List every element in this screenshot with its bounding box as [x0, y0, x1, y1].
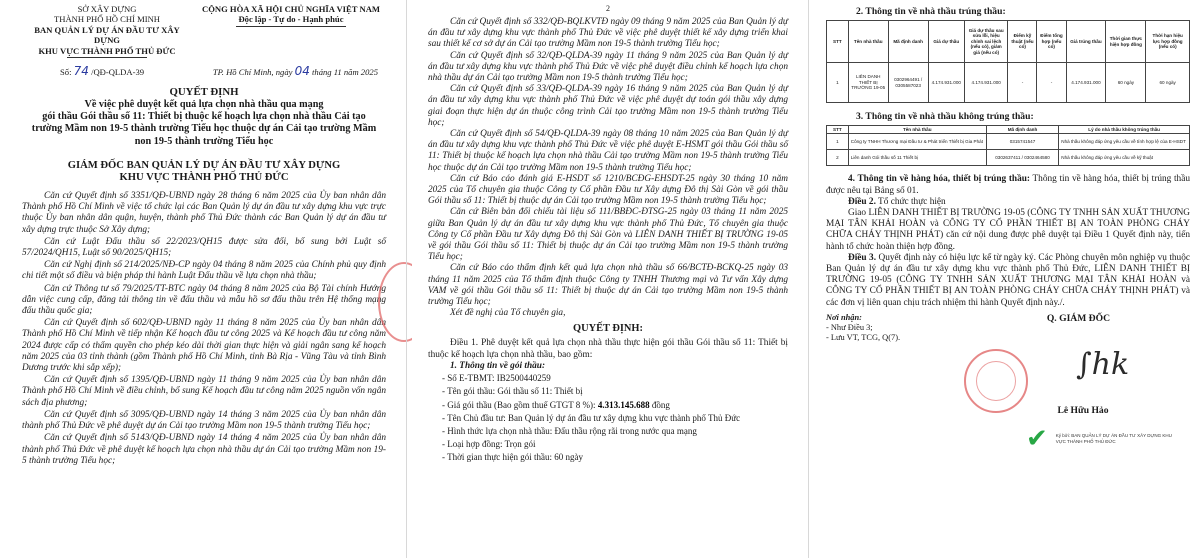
document-meta — [22, 64, 386, 78]
article-2: Điều 2. Tổ chức thực hiện — [848, 196, 946, 207]
signer-title: Q. GIÁM ĐỐC — [1046, 312, 1110, 324]
decision-heading: QUYẾT ĐỊNH: — [573, 323, 643, 335]
paragraph: Căn cứ Quyết định số 602/QĐ-UBND ngày 11 tháng 8 năm 2025 của Ủy ban nhân dân Thành phố Hồ Chí Minh về tiếp nhận Kế hoạch đầu tư công 2025 và Kế hoạch đầu tư công năm 2024 được cấp có thẩm quyền cho phép kéo dài thời gian thực hiện và giải ngân sang kế hoạch năm 2025 của 03 tỉnh thành (gồm Thành phố Hồ Chí Minh, tỉnh Bà Rịa - Vũng Tàu và tỉnh Bình Dương trước khi sắp xếp); — [22, 318, 386, 374]
issuer-line: KHU VỰC THÀNH PHỐ THỦ ĐỨC — [38, 45, 176, 56]
recipient-item: - Lưu VT, TCG, Q(7). — [826, 332, 901, 342]
section-4: 4. Thông tin về hàng hóa, thiết bị trúng thầu: Thông tin về hàng hóa, thiết bị trúng thầu được nêu tại Bảng số 01. — [826, 174, 1190, 196]
signature-block — [826, 343, 1190, 405]
table-cell: 4.174.931.000 — [964, 63, 1008, 103]
paragraph: Căn cứ Quyết định số 3095/QĐ-UBND ngày 14 tháng 3 năm 2025 của Ủy ban nhân dân thành phố Thủ Đức về phê duyệt dự án Cải tạo trường Mầm non 19-5 thành trường Tiểu học; — [22, 409, 386, 432]
page-2 — [412, 0, 802, 558]
list-item: - Hình thức lựa chọn nhà thầu: Đấu thầu rộng rãi trong nước qua mạng — [442, 425, 697, 436]
handwritten-day: 04 — [294, 64, 310, 79]
director-heading: GIÁM ĐỐC BAN QUẢN LÝ DỰ ÁN ĐẦU TƯ XÂY DỰNG KHU VỰC THÀNH PHỐ THỦ ĐỨC — [67, 159, 341, 184]
page-1 — [0, 0, 400, 558]
column-header: Thời hạn hiệu lực hợp đồng (nếu có) — [1146, 21, 1190, 63]
paragraph: Căn cứ Quyết định số 32/QĐ-QLDA-39 ngày 11 tháng 9 năm 2025 của Ban Quản lý dự án đầu tư xây dựng khu vực thành phố Thủ Đức về việc phê duyệt điều chỉnh kế hoạch lựa chọn nhà thầu dự án Cải tạo trường Mầm non 19-5 thành trường Tiểu học; — [428, 50, 788, 84]
table-cell: 60 ngày — [1106, 63, 1146, 103]
legal-basis — [22, 191, 386, 467]
table-cell: 0302964491 / 0305587023 — [888, 63, 928, 103]
losing-bidder-table — [826, 125, 1190, 166]
column-header: Lý do nhà thầu không trúng thầu — [1059, 126, 1190, 134]
document-subtitle: Về việc phê duyệt kết quả lựa chọn nhà thầu qua mạng gói thầu Gói thầu số 11: Thiết bị thuộc kế hoạch lựa chọn nhà thầu Cải tạo trường Mầm non 19-5 thành trường Tiểu học thuộc dự án Cải tạo trường Mầm non 19-5 thành trường Tiểu học — [31, 99, 377, 147]
column-header: Điểm tổng hợp (nếu có) — [1037, 21, 1066, 63]
list-item: - Loại hợp đồng: Trọn gói — [442, 439, 536, 450]
document-date: TP. Hồ Chí Minh, ngày 04 tháng 11 năm 2025 — [212, 64, 378, 79]
table-cell: 1 — [827, 134, 849, 150]
page-number: 2 — [606, 4, 610, 13]
page-divider — [406, 0, 407, 558]
table-cell: Nhà thầu không đáp ứng yêu cầu về kỹ thuật — [1059, 150, 1190, 166]
column-header: Giá trúng thầu — [1066, 21, 1106, 63]
package-info-list — [428, 372, 788, 464]
list-item: - Số E-TBMT: IB2500440259 — [442, 373, 551, 384]
page-3 — [812, 0, 1200, 558]
divider — [236, 26, 346, 27]
national-motto-block — [196, 4, 386, 58]
digital-signature-stamp — [1026, 423, 1190, 454]
issuer-line: SỞ XÂY DỰNG — [77, 4, 137, 14]
paragraph: Căn cứ Quyết định số 332/QĐ-BQLKVTĐ ngày 09 tháng 9 năm 2025 của Ban Quản lý dự án đầu tư xây dựng khu vực thành phố Thủ Đức về việc phê duyệt thiết kế xây dựng triển khai sau thiết kế cơ sở dự án Cải tạo trường Mầm non 19-5 thành trường Tiểu học; — [428, 17, 788, 50]
section-heading: 3. Thông tin về nhà thầu không trúng thầu: — [856, 111, 1034, 122]
official-seal — [964, 349, 1028, 413]
paragraph: Căn cứ Luật Đấu thầu số 22/2023/QH15 được sửa đổi, bổ sung bởi Luật số 57/2024/QH15, Luật số 90/2025/QH15; — [22, 236, 386, 259]
column-header: Tên nhà thầu — [848, 21, 888, 63]
section-heading: 1. Thông tin về gói thầu: — [450, 360, 546, 371]
paragraph: Căn cứ Nghị định số 214/2025/NĐ-CP ngày 04 tháng 8 năm 2025 của Chính phủ quy định chi tiết một số điều và biện pháp thi hành Luật Đấu thầu về lựa chọn nhà thầu; — [22, 260, 386, 282]
column-header: Giá dự thầu sau sửa lỗi, hiệu chỉnh sai lệch (nếu có), giảm giá (nếu có) — [964, 21, 1008, 63]
column-header: Mã định danh — [888, 21, 928, 63]
paragraph: Căn cứ Quyết định số 54/QĐ-QLDA-39 ngày 08 tháng 10 năm 2025 của Ban Quản lý dự án đầu tư xây dựng khu vực thành phố Thủ Đức về việc phê duyệt E-HSMT gói thầu Gói thầu số 11: Thiết bị thuộc kế hoạch lựa chọn nhà thầu Cải tạo trường Mầm non 19-5 thành trường Tiểu học thuộc dự án Cải tạo trường Mầm non 19-5 thành trường Tiểu học; — [428, 129, 788, 173]
paragraph: Xét đề nghị của Tổ chuyên gia, — [450, 308, 566, 319]
signer-name: Lê Hữu Hảo — [1057, 404, 1109, 416]
column-header: Điểm kỹ thuật (nếu có) — [1008, 21, 1037, 63]
handwritten-number: 74 — [73, 64, 89, 79]
table-cell: 0302637411 / 0302464580 — [986, 150, 1059, 166]
motto: Độc lập - Tự do - Hạnh phúc — [238, 14, 344, 25]
digital-signature-text: Ký bởi: BAN QUẢN LÝ DỰ ÁN ĐẦU TƯ XÂY DỰNG KHU VỰC THÀNH PHỐ THỦ ĐỨC — [1055, 433, 1172, 444]
winning-bidder-table — [826, 20, 1190, 103]
paragraph: Căn cứ Báo cáo thẩm định kết quả lựa chọn nhà thầu số 66/BCTĐ-BCKQ-25 ngày 03 tháng 11 năm 2025 của Tổ thẩm định thuộc Công ty TNHH Thương mại và Tư vấn Xây dựng VAM về gói thầu Gói thầu số 11: Thiết bị thuộc dự án Cải tạo trường Mầm non 19-5 thành trường Tiểu học; — [428, 263, 788, 308]
table-cell: 4.174.931.000 — [1066, 63, 1106, 103]
list-item: - Tên gói thầu: Gói thầu số 11: Thiết bị — [442, 386, 583, 397]
article-3: Điều 3. Quyết định này có hiệu lực kể từ ngày ký. Các Phòng chuyên môn nghiệp vụ thuộc Ban Quản lý dự án đầu tư xây dựng khu vực thành phố Thủ Đức, LIÊN DANH THIẾT BỊ TRƯỜNG 19-05 (CÔNG TY TNHH SẢN XUẤT THƯƠNG MẠI TÂN KHẢI HOÀN và CÔNG TY CỔ PHẦN THIẾT BỊ AN TOÀN PHÒNG CHÁY CHỮA CHÁY THỊNH PHÁT) và các đơn vị liên quan chịu trách nhiệm thi hành Quyết định này./. — [826, 252, 1190, 308]
paragraph: Căn cứ Thông tư số 79/2025/TT-BTC ngày 04 tháng 8 năm 2025 của Bộ Tài chính Hướng dẫn việc cung cấp, đăng tải thông tin về đấu thầu và mẫu hồ sơ đấu thầu trên Hệ thống mạng đấu thầu quốc gia; — [22, 283, 386, 317]
document-title: QUYẾT ĐỊNH — [169, 86, 239, 99]
document-number: Số: 74 /QĐ-QLDA-39 — [60, 64, 145, 79]
table-cell: 4.174.931.000 — [928, 63, 964, 103]
paragraph: Căn cứ Quyết định số 5143/QĐ-UBND ngày 14 tháng 4 năm 2025 của Ủy ban nhân dân thành phố Thủ Đức về phê duyệt kế hoạch lựa chọn nhà thầu dự án Cải tạo trường Mầm non 19-5 thành trường Tiểu học; — [22, 433, 386, 466]
country-name: CỘNG HÒA XÃ HỘI CHỦ NGHĨA VIỆT NAM — [201, 4, 381, 14]
issuer-block — [22, 4, 192, 58]
table-cell: 2 — [827, 150, 849, 166]
table-cell: 0315741547 — [986, 134, 1059, 150]
column-header: Thời gian thực hiện hợp đồng — [1106, 21, 1146, 63]
divider — [67, 57, 147, 58]
article-1: Điều 1. Phê duyệt kết quả lựa chọn nhà thầu thực hiện gói thầu Gói thầu số 11: Thiết bị thuộc kế hoạch lựa chọn nhà thầu, bao gồm: — [428, 338, 788, 360]
table-cell: Nhà thầu không đáp ứng yêu cầu về tính hợp lệ của E-HSDT — [1059, 134, 1190, 150]
table-header-row — [827, 21, 1190, 63]
table-cell: - — [1037, 63, 1066, 103]
column-header: Tên nhà thầu — [848, 126, 986, 134]
table-row — [827, 63, 1190, 103]
column-header: Giá dự thầu — [928, 21, 964, 63]
issuer-line: THÀNH PHỐ HỒ CHÍ MINH — [54, 14, 160, 25]
table-cell: 60 ngày — [1146, 63, 1190, 103]
list-item: - Giá gói thầu (Bao gồm thuế GTGT 8 %): 4.313.145.688 đồng — [442, 399, 670, 410]
section-heading: 2. Thông tin về nhà thầu trúng thầu: — [856, 6, 1006, 17]
paragraph: Căn cứ Quyết định số 33/QĐ-QLDA-39 ngày 16 tháng 9 năm 2025 của Ban Quản lý dự án đầu tư xây dựng khu vực thành phố Thủ Đức về việc phê duyệt dự toán gói thầu xây dựng giai đoạn thực hiện dự án thuộc công trình Cải tạo trường Mầm non 19-5 thành trường Tiểu học; — [428, 84, 788, 128]
list-item: - Thời gian thực hiện gói thầu: 60 ngày — [442, 452, 583, 463]
paragraph: Căn cứ Quyết định số 3351/QĐ-UBND ngày 28 tháng 6 năm 2025 của Ủy ban nhân dân Thành phố Hồ Chí Minh về việc tổ chức lại các Ban Quản lý dự án đầu tư xây dựng khu vực trực thuộc Ủy ban nhân dân quận, huyện, thành phố Thủ Đức thành các Ban Quản lý dự án đầu tư xây dựng trực thuộc Sở Xây dựng; — [22, 191, 386, 235]
checkmark-icon: ✔ — [1026, 423, 1048, 454]
document-header — [22, 4, 386, 58]
column-header: STT — [827, 21, 849, 63]
page-divider — [808, 0, 809, 558]
recipient-item: - Như Điều 3; — [826, 322, 873, 332]
column-header: Mã định danh — [986, 126, 1059, 134]
issuer-line: BAN QUẢN LÝ DỰ ÁN ĐẦU TƯ XÂY DỰNG — [34, 24, 180, 46]
table-row — [827, 134, 1190, 150]
paragraph: Căn cứ Quyết định số 1395/QĐ-UBND ngày 11 tháng 9 năm 2025 của Ủy ban nhân dân Thành phố Hồ Chí Minh về điều chỉnh, bổ sung Kế hoạch đầu tư công năm 2025 nguồn vốn ngân sách địa phương; — [22, 375, 386, 408]
table-cell: LIÊN DANH THIẾT BỊ TRƯỜNG 19-05 — [848, 63, 888, 103]
table-row — [827, 150, 1190, 166]
column-header: STT — [827, 126, 849, 134]
package-price: 4.313.145.688 — [597, 399, 650, 410]
table-header-row — [827, 126, 1190, 134]
paragraph: Căn cứ Biên bản đối chiếu tài liệu số 111/BBĐC-ĐTSG-25 ngày 03 tháng 11 năm 2025 giữa Ban Quản lý dự án đầu tư xây dựng khu vực thành phố Thủ Đức, Tổ chuyên gia thuộc Công ty Cổ phần Đầu tư Xây dựng Đô thị Sài Gòn và LIÊN DANH THIẾT BỊ TRƯỜNG 19-05 về gói thầu Gói thầu số 11: Thiết bị thuộc dự án Cải tạo trường Mầm non 19-5 thành trường Tiểu học; — [428, 207, 788, 263]
paragraph: Căn cứ Báo cáo đánh giá E-HSDT số 1210/BCĐG-EHSDT-25 ngày 30 tháng 10 năm 2025 của Tổ chuyên gia thuộc Công ty Cổ phần Đầu tư Xây dựng Đô thị Sài Gòn về gói thầu Gói thầu số 11: Thiết bị thuộc dự án Cải tạo trường Mầm non 19-5 thành trường Tiểu học; — [428, 173, 788, 207]
table-cell: Liên danh Gói thầu số 11 Thiết bị — [848, 150, 986, 166]
table-cell: - — [1008, 63, 1037, 103]
signature-area — [826, 313, 1190, 343]
table-cell: 1 — [827, 63, 849, 103]
article-2-body: Giao LIÊN DANH THIẾT BỊ TRƯỜNG 19-05 (CÔNG TY TNHH SẢN XUẤT THƯƠNG MẠI TÂN KHẢI HOÀN và CÔNG TY CỔ PHẦN THIẾT BỊ AN TOÀN PHÒNG CHÁY CHỮA CHÁY THỊNH PHÁT) căn cứ nội dung được phê duyệt tại Điều 1 Quyết định này, tiến hành tổ chức hoàn thiện hợp đồng. — [826, 208, 1190, 252]
handwritten-signature: ∫hk — [1076, 346, 1130, 382]
list-item: - Tên Chủ đầu tư: Ban Quản lý dự án đầu tư xây dựng khu vực thành phố Thủ Đức — [442, 412, 741, 423]
recipients: Nơi nhận: - Như Điều 3; - Lưu VT, TCG, Q(7). — [826, 312, 901, 342]
table-cell: Công ty TNHH Thương mại Đầu tư & Phát triển Thiết bị Gia Phát — [848, 134, 986, 150]
